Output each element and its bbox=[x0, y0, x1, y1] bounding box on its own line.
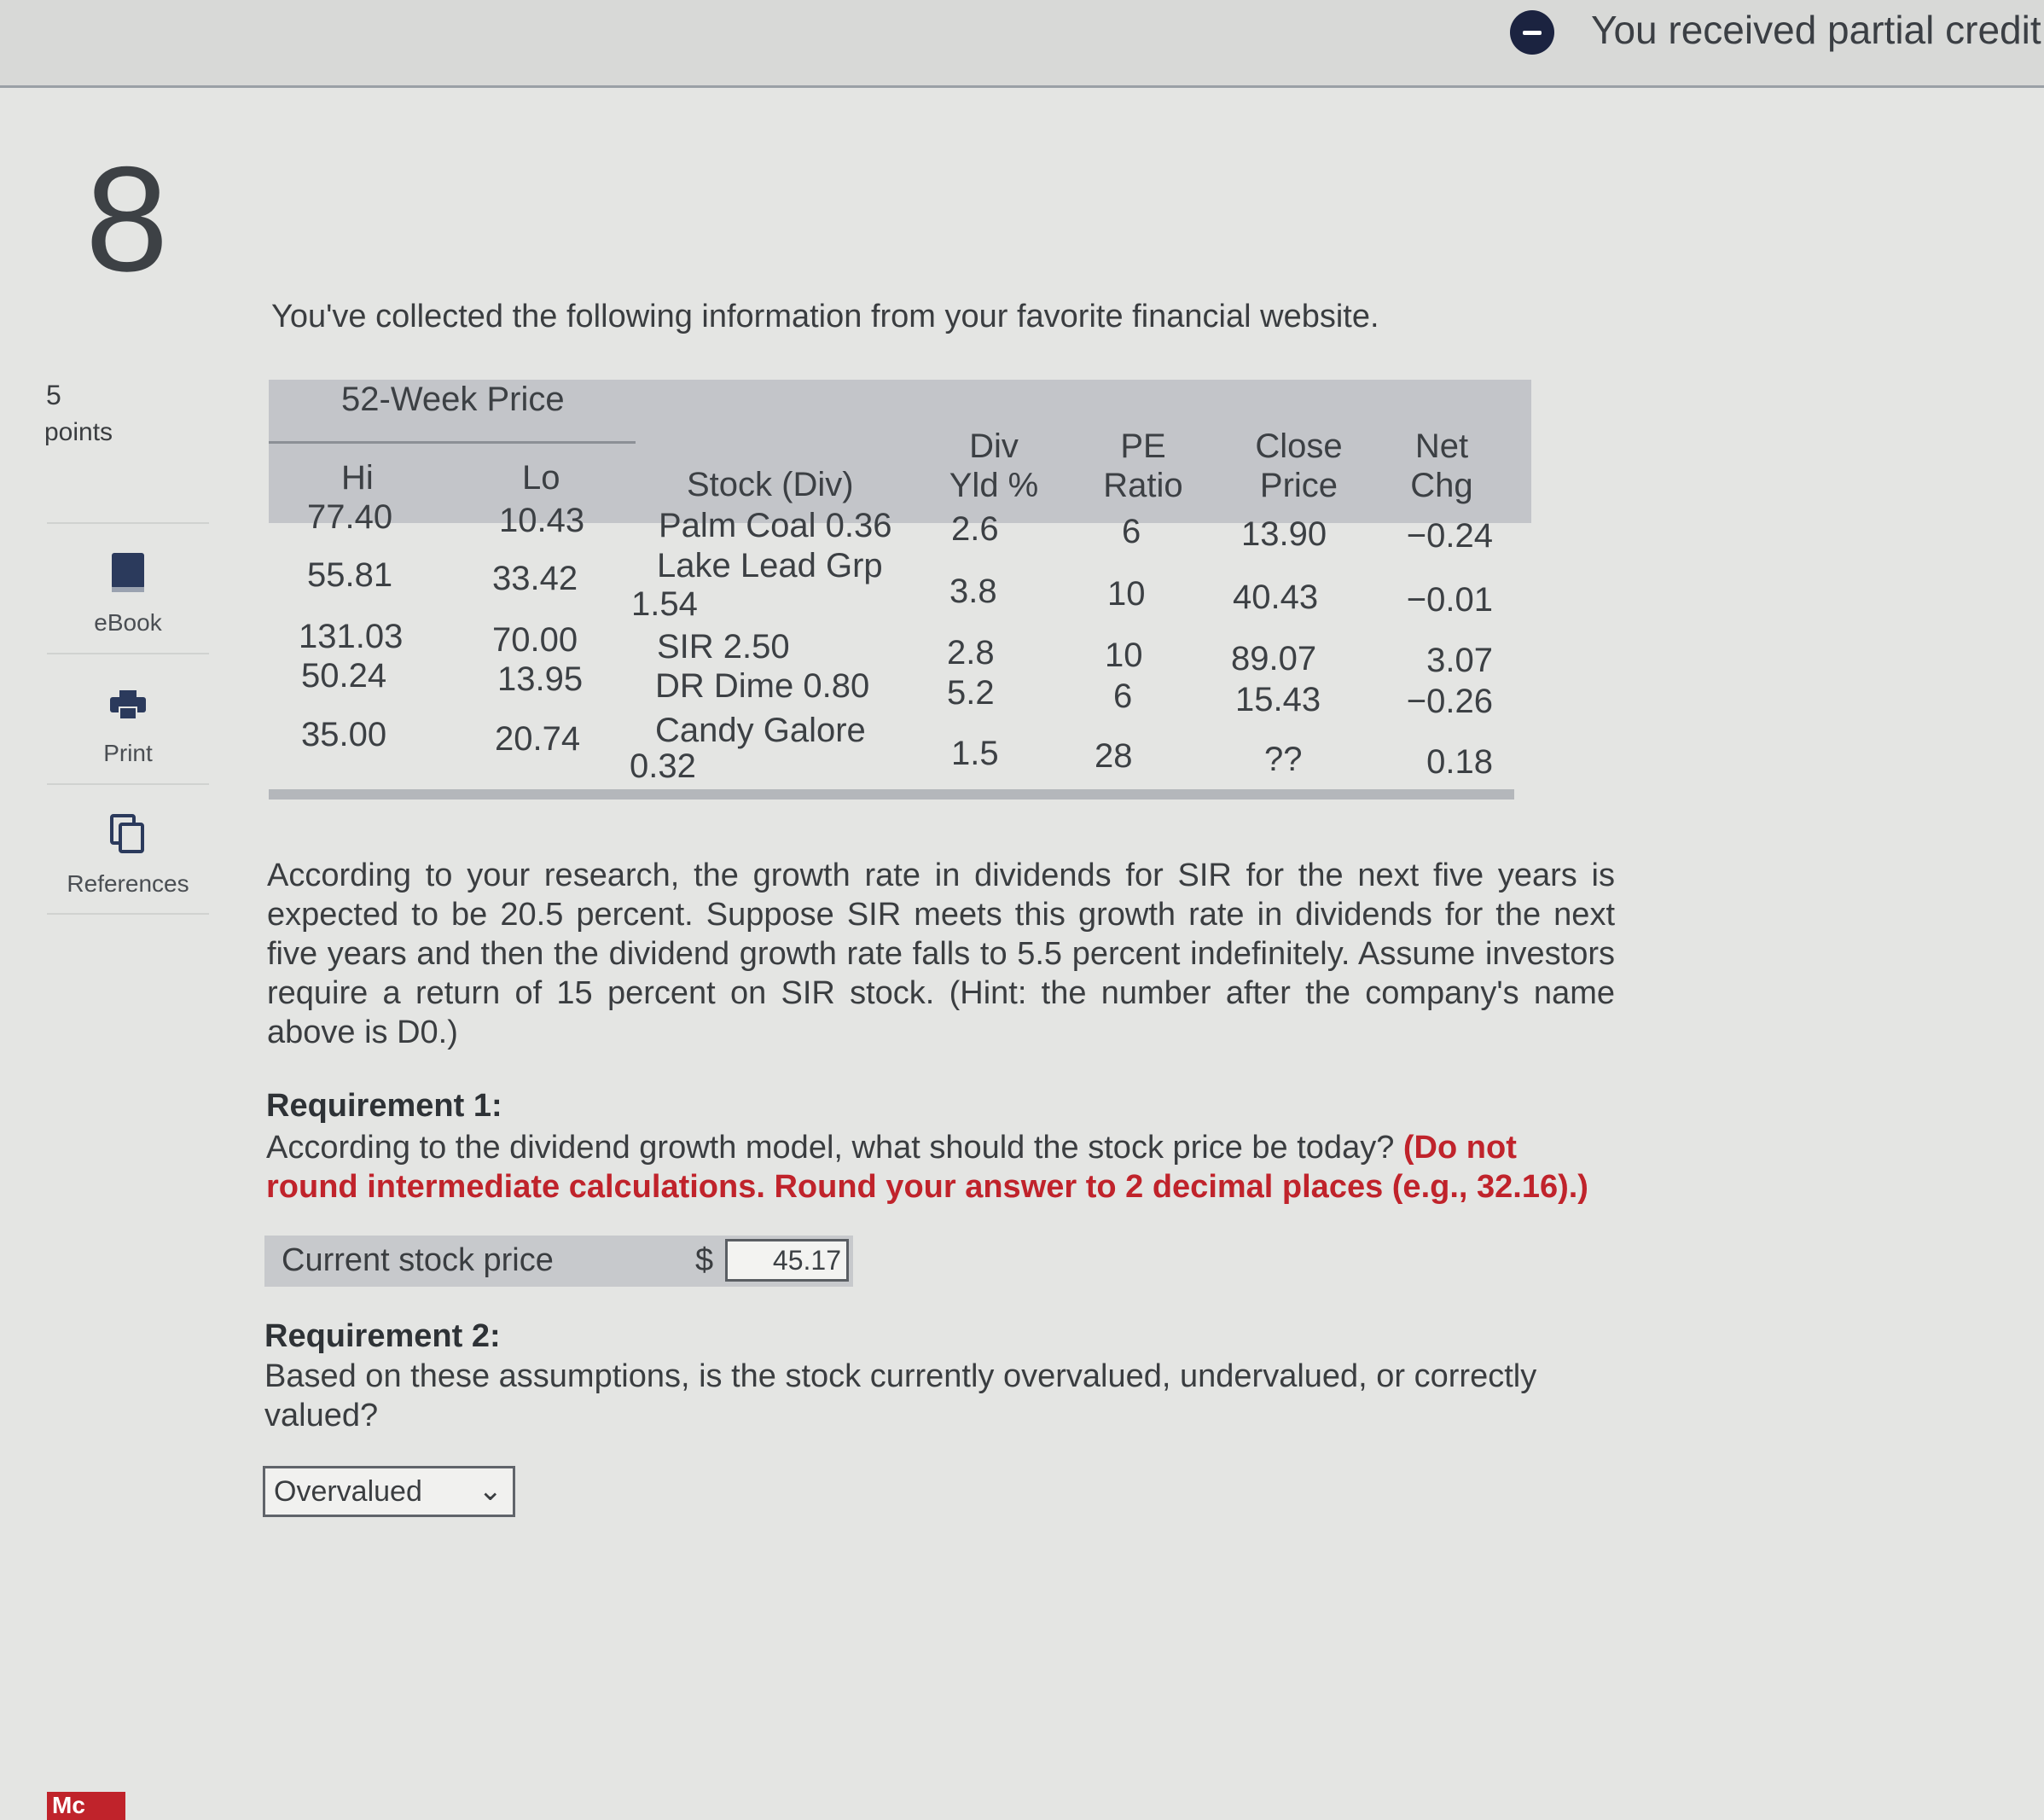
cell-lo: 33.42 bbox=[492, 560, 578, 597]
requirement-1-instruction: (Do not round intermediate calculations. Round your answer to 2 decimal places (e.g., 32.16).) bbox=[266, 1130, 1588, 1205]
requirement-2-title: Requirement 2: bbox=[264, 1318, 501, 1354]
cell-close: ?? bbox=[1264, 741, 1303, 778]
valuation-select-value: Overvalued bbox=[274, 1475, 422, 1508]
valuation-select[interactable] bbox=[263, 1466, 515, 1517]
cell-pe: 6 bbox=[1113, 677, 1133, 715]
cell-net: −0.26 bbox=[1406, 683, 1493, 720]
cell-stock: Lake Lead Grp bbox=[657, 547, 883, 584]
cell-lo: 20.74 bbox=[495, 720, 581, 758]
cell-stock-div: 0.32 bbox=[630, 747, 696, 785]
cell-hi: 50.24 bbox=[301, 657, 387, 695]
cell-stock-div: 1.54 bbox=[631, 585, 698, 623]
points-value: 5 bbox=[46, 380, 61, 410]
question-number: 8 bbox=[85, 137, 169, 303]
cell-net: −0.24 bbox=[1406, 517, 1493, 555]
cell-stock: SIR 2.50 bbox=[657, 628, 790, 666]
cell-yld: 2.6 bbox=[951, 510, 999, 548]
sidebar-item-label: References bbox=[67, 870, 189, 897]
col-header-div-yld-line1: Div bbox=[969, 427, 1019, 465]
cell-lo: 70.00 bbox=[492, 621, 578, 659]
cell-hi: 35.00 bbox=[301, 716, 387, 753]
table-bottom-rule bbox=[269, 789, 1514, 800]
cell-yld: 2.8 bbox=[947, 634, 995, 672]
col-header-lo: Lo bbox=[522, 459, 560, 497]
cell-stock: Palm Coal 0.36 bbox=[659, 507, 892, 544]
cell-hi: 131.03 bbox=[299, 618, 404, 655]
col-header-pe bbox=[1088, 427, 1199, 505]
col-header-pe-line1: PE bbox=[1120, 427, 1166, 465]
currency-symbol: $ bbox=[695, 1242, 714, 1278]
cell-close: 13.90 bbox=[1241, 515, 1327, 553]
cell-net: 3.07 bbox=[1426, 642, 1493, 679]
intro-text: You've collected the following information from your favorite financial website. bbox=[271, 299, 1379, 334]
col-header-hi: Hi bbox=[341, 459, 374, 497]
group-header-rule bbox=[269, 441, 636, 444]
credit-status: You received partial credit bbox=[1591, 8, 2041, 52]
minus-circle-icon bbox=[1510, 10, 1554, 55]
requirement-2-text: Based on these assumptions, is the stock currently overvalued, undervalued, or correctly valued? bbox=[264, 1358, 1537, 1433]
top-bar bbox=[0, 0, 2044, 88]
col-header-close-line1: Close bbox=[1255, 427, 1343, 465]
answer-row bbox=[264, 1236, 853, 1287]
requirement-1-question: According to the dividend growth model, what should the stock price be today? bbox=[266, 1130, 1403, 1166]
points-label: points bbox=[44, 418, 113, 446]
cell-yld: 5.2 bbox=[947, 674, 995, 712]
chevron-down-icon: ⌄ bbox=[478, 1474, 502, 1507]
scenario-text: According to your research, the growth rate in dividends for SIR for the next five years is expected to be 20.5 percent. Suppose SIR meets this growth rate in dividends for the next five years and then the dividend growth rate falls to 5.5 percent indefinitely. Assume investors require a return of 15 percent on SIR stock. (Hint: the number after the company's name above is D0.) bbox=[267, 858, 1615, 1050]
cell-hi: 55.81 bbox=[307, 556, 393, 594]
cell-pe: 10 bbox=[1105, 637, 1143, 674]
col-header-close bbox=[1237, 427, 1361, 505]
col-header-net-line2: Chg bbox=[1410, 467, 1473, 504]
col-header-div-yld-line2: Yld % bbox=[949, 467, 1039, 504]
col-header-div-yld bbox=[943, 427, 1045, 505]
stock-quote-table bbox=[269, 380, 1531, 840]
cell-close: 15.43 bbox=[1235, 681, 1321, 718]
cell-hi: 77.40 bbox=[307, 498, 393, 536]
cell-lo: 10.43 bbox=[499, 502, 585, 539]
cell-net: −0.01 bbox=[1406, 581, 1493, 619]
col-header-pe-line2: Ratio bbox=[1103, 467, 1183, 504]
cell-pe: 28 bbox=[1095, 737, 1133, 775]
cell-stock: DR Dime 0.80 bbox=[655, 667, 870, 705]
col-header-net-line1: Net bbox=[1414, 427, 1469, 465]
cell-pe: 10 bbox=[1107, 575, 1146, 613]
cell-close: 40.43 bbox=[1233, 579, 1319, 616]
mcgraw-hill-logo: Mc bbox=[47, 1792, 125, 1820]
requirement-1-title: Requirement 1: bbox=[266, 1088, 502, 1124]
stock-price-input[interactable]: 45.17 bbox=[725, 1239, 849, 1282]
book-icon bbox=[107, 549, 149, 596]
cell-yld: 3.8 bbox=[949, 573, 997, 610]
col-header-close-line2: Price bbox=[1259, 467, 1338, 504]
sidebar-item-references[interactable] bbox=[47, 783, 209, 915]
requirement-1-text bbox=[266, 1128, 1614, 1207]
copy-pages-icon bbox=[107, 811, 149, 858]
sidebar-item-print[interactable] bbox=[47, 653, 209, 782]
cell-yld: 1.5 bbox=[951, 735, 999, 772]
printer-icon bbox=[107, 680, 149, 727]
sidebar-item-label: eBook bbox=[94, 609, 162, 636]
sidebar-item-label: Print bbox=[103, 740, 153, 766]
col-header-net-chg bbox=[1386, 427, 1497, 505]
answer-label: Current stock price bbox=[282, 1242, 554, 1278]
group-header-52-week: 52-Week Price bbox=[341, 381, 565, 418]
cell-close: 89.07 bbox=[1231, 640, 1317, 677]
cell-net: 0.18 bbox=[1426, 743, 1493, 781]
sidebar-item-ebook[interactable] bbox=[47, 522, 209, 652]
col-header-stock: Stock (Div) bbox=[687, 466, 854, 503]
cell-stock: Candy Galore bbox=[655, 712, 866, 749]
cell-lo: 13.95 bbox=[497, 660, 584, 698]
cell-pe: 6 bbox=[1122, 513, 1141, 550]
